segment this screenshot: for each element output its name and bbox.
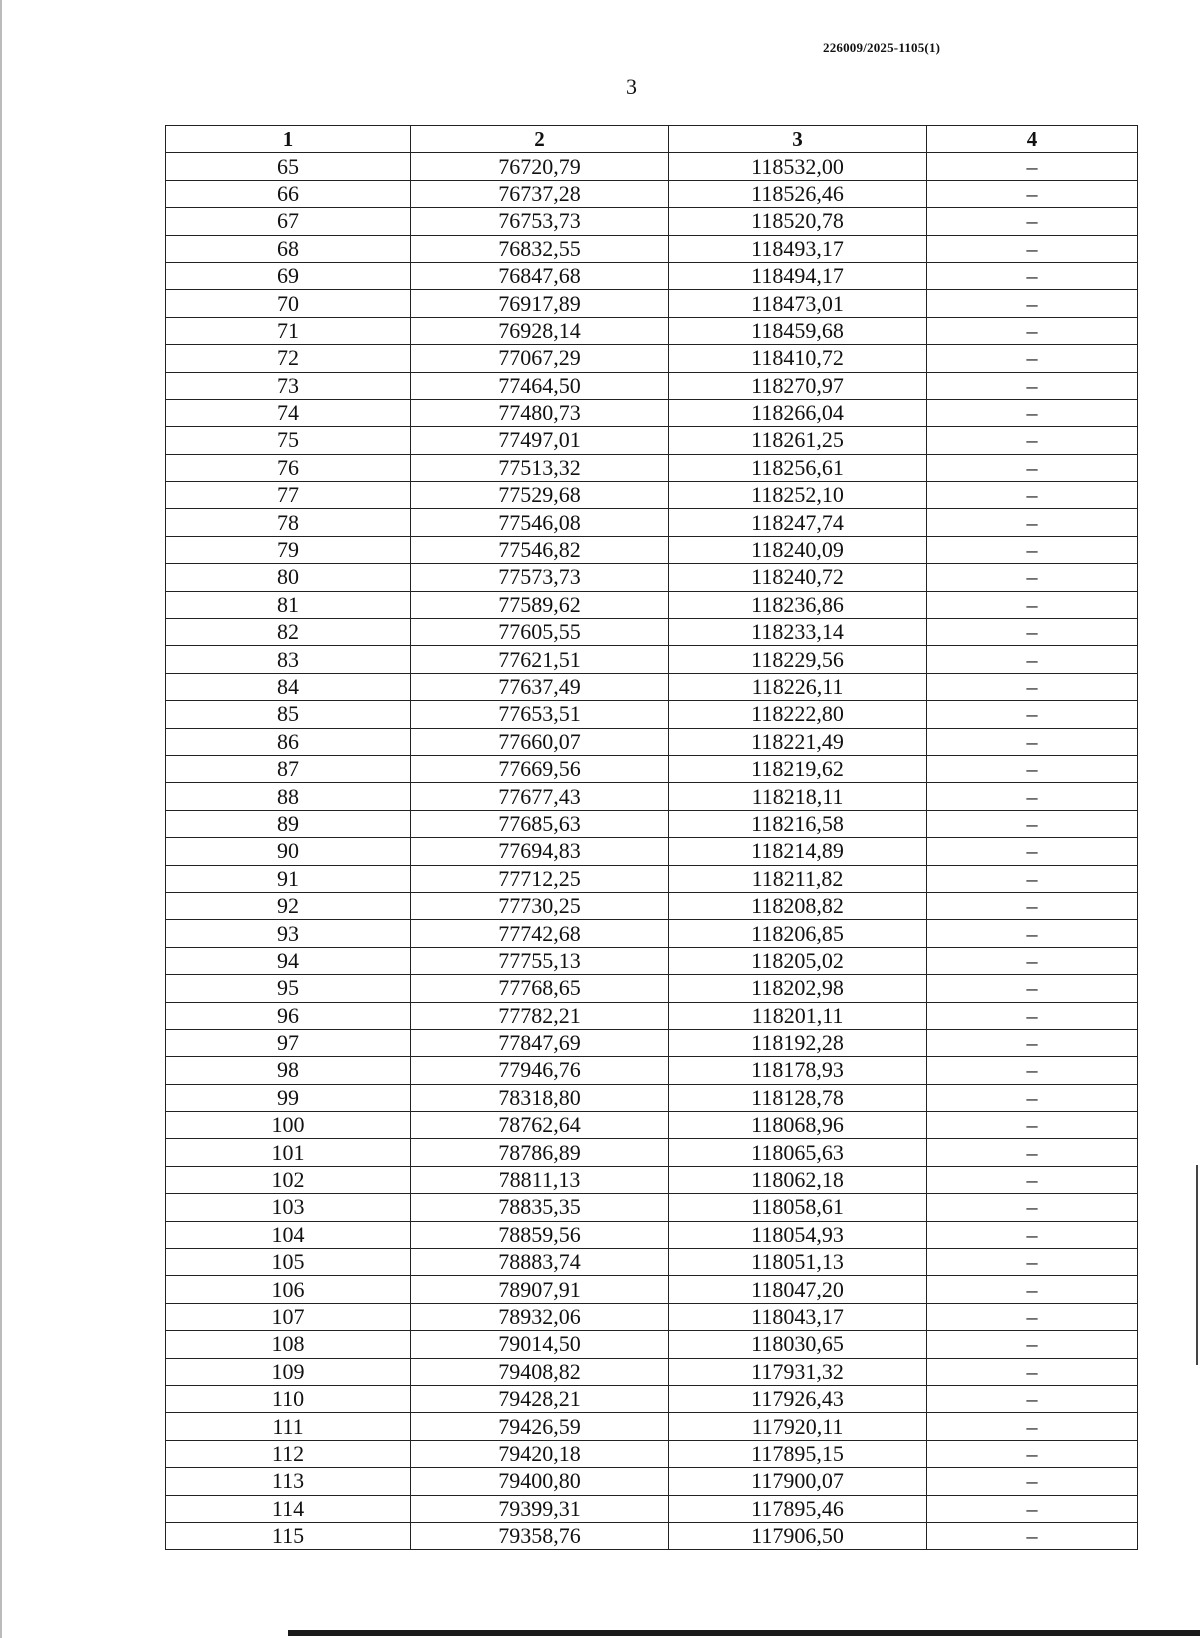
note-cell: – [927, 1331, 1138, 1358]
point-number-cell: 112 [166, 1440, 411, 1467]
x-coordinate-cell: 77768,65 [411, 975, 669, 1002]
table-row [166, 153, 1138, 180]
table-row [166, 1385, 1138, 1412]
note-cell: – [927, 427, 1138, 454]
point-number-cell: 75 [166, 427, 411, 454]
y-coordinate-cell: 118494,17 [669, 262, 927, 289]
point-number-cell: 113 [166, 1468, 411, 1495]
point-number-cell: 65 [166, 153, 411, 180]
x-coordinate-cell: 78835,35 [411, 1194, 669, 1221]
point-number-cell: 96 [166, 1002, 411, 1029]
table-row [166, 1194, 1138, 1221]
note-cell: – [927, 345, 1138, 372]
point-number-cell: 79 [166, 536, 411, 563]
table-row [166, 1029, 1138, 1056]
y-coordinate-cell: 118526,46 [669, 180, 927, 207]
note-cell: – [927, 975, 1138, 1002]
x-coordinate-cell: 77067,29 [411, 345, 669, 372]
x-coordinate-cell: 76928,14 [411, 317, 669, 344]
table-row [166, 564, 1138, 591]
bottom-rule [288, 1630, 1200, 1636]
x-coordinate-cell: 79408,82 [411, 1358, 669, 1385]
point-number-cell: 101 [166, 1139, 411, 1166]
y-coordinate-cell: 118226,11 [669, 673, 927, 700]
note-cell: – [927, 564, 1138, 591]
x-coordinate-cell: 76720,79 [411, 153, 669, 180]
y-coordinate-cell: 118270,97 [669, 372, 927, 399]
column-header-3: 3 [669, 126, 927, 153]
y-coordinate-cell: 117920,11 [669, 1413, 927, 1440]
table-row [166, 509, 1138, 536]
y-coordinate-cell: 118252,10 [669, 482, 927, 509]
y-coordinate-cell: 118218,11 [669, 783, 927, 810]
y-coordinate-cell: 118047,20 [669, 1276, 927, 1303]
point-number-cell: 111 [166, 1413, 411, 1440]
x-coordinate-cell: 76832,55 [411, 235, 669, 262]
point-number-cell: 84 [166, 673, 411, 700]
table-row [166, 427, 1138, 454]
point-number-cell: 110 [166, 1385, 411, 1412]
table-row [166, 482, 1138, 509]
note-cell: – [927, 1276, 1138, 1303]
y-coordinate-cell: 118051,13 [669, 1249, 927, 1276]
table-row [166, 1249, 1138, 1276]
point-number-cell: 100 [166, 1112, 411, 1139]
point-number-cell: 93 [166, 920, 411, 947]
table-row [166, 865, 1138, 892]
table-row [166, 1084, 1138, 1111]
table-row [166, 619, 1138, 646]
table-row [166, 1221, 1138, 1248]
note-cell: – [927, 728, 1138, 755]
table-row [166, 947, 1138, 974]
table-row [166, 1468, 1138, 1495]
x-coordinate-cell: 77712,25 [411, 865, 669, 892]
note-cell: – [927, 947, 1138, 974]
x-coordinate-cell: 78932,06 [411, 1303, 669, 1330]
y-coordinate-cell: 118065,63 [669, 1139, 927, 1166]
point-number-cell: 105 [166, 1249, 411, 1276]
y-coordinate-cell: 118216,58 [669, 810, 927, 837]
note-cell: – [927, 454, 1138, 481]
x-coordinate-cell: 77685,63 [411, 810, 669, 837]
point-number-cell: 87 [166, 755, 411, 782]
point-number-cell: 108 [166, 1331, 411, 1358]
y-coordinate-cell: 118459,68 [669, 317, 927, 344]
table-row [166, 1139, 1138, 1166]
y-coordinate-cell: 117895,15 [669, 1440, 927, 1467]
note-cell: – [927, 673, 1138, 700]
point-number-cell: 78 [166, 509, 411, 536]
note-cell: – [927, 920, 1138, 947]
note-cell: – [927, 1194, 1138, 1221]
x-coordinate-cell: 77546,08 [411, 509, 669, 536]
x-coordinate-cell: 78786,89 [411, 1139, 669, 1166]
table-header [166, 126, 1138, 153]
table-body [166, 153, 1138, 1550]
point-number-cell: 92 [166, 892, 411, 919]
table-row [166, 1413, 1138, 1440]
point-number-cell: 81 [166, 591, 411, 618]
note-cell: – [927, 1112, 1138, 1139]
table-row [166, 810, 1138, 837]
y-coordinate-cell: 118240,09 [669, 536, 927, 563]
table-row [166, 892, 1138, 919]
table-row [166, 317, 1138, 344]
x-coordinate-cell: 78859,56 [411, 1221, 669, 1248]
table-row [166, 591, 1138, 618]
note-cell: – [927, 701, 1138, 728]
point-number-cell: 89 [166, 810, 411, 837]
x-coordinate-cell: 77637,49 [411, 673, 669, 700]
x-coordinate-cell: 77653,51 [411, 701, 669, 728]
point-number-cell: 94 [166, 947, 411, 974]
x-coordinate-cell: 77755,13 [411, 947, 669, 974]
table-row [166, 372, 1138, 399]
y-coordinate-cell: 118208,82 [669, 892, 927, 919]
table-row [166, 180, 1138, 207]
table-row [166, 1495, 1138, 1522]
note-cell: – [927, 1440, 1138, 1467]
table-row [166, 1002, 1138, 1029]
x-coordinate-cell: 79426,59 [411, 1413, 669, 1440]
y-coordinate-cell: 118222,80 [669, 701, 927, 728]
point-number-cell: 71 [166, 317, 411, 344]
x-coordinate-cell: 79358,76 [411, 1522, 669, 1549]
note-cell: – [927, 509, 1138, 536]
x-coordinate-cell: 79399,31 [411, 1495, 669, 1522]
x-coordinate-cell: 79428,21 [411, 1385, 669, 1412]
point-number-cell: 115 [166, 1522, 411, 1549]
note-cell: – [927, 290, 1138, 317]
note-cell: – [927, 838, 1138, 865]
table-row [166, 1522, 1138, 1549]
table-row [166, 920, 1138, 947]
header-row [166, 126, 1138, 153]
note-cell: – [927, 208, 1138, 235]
y-coordinate-cell: 118043,17 [669, 1303, 927, 1330]
y-coordinate-cell: 118058,61 [669, 1194, 927, 1221]
y-coordinate-cell: 117900,07 [669, 1468, 927, 1495]
note-cell: – [927, 619, 1138, 646]
x-coordinate-cell: 76917,89 [411, 290, 669, 317]
x-coordinate-cell: 77497,01 [411, 427, 669, 454]
note-cell: – [927, 1303, 1138, 1330]
y-coordinate-cell: 118219,62 [669, 755, 927, 782]
note-cell: – [927, 235, 1138, 262]
x-coordinate-cell: 77694,83 [411, 838, 669, 865]
point-number-cell: 76 [166, 454, 411, 481]
x-coordinate-cell: 77677,43 [411, 783, 669, 810]
x-coordinate-cell: 77589,62 [411, 591, 669, 618]
column-header-4: 4 [927, 126, 1138, 153]
x-coordinate-cell: 79420,18 [411, 1440, 669, 1467]
x-coordinate-cell: 78883,74 [411, 1249, 669, 1276]
table-row [166, 1303, 1138, 1330]
note-cell: – [927, 755, 1138, 782]
point-number-cell: 66 [166, 180, 411, 207]
table-row [166, 536, 1138, 563]
table-row [166, 1331, 1138, 1358]
x-coordinate-cell: 78762,64 [411, 1112, 669, 1139]
x-coordinate-cell: 77513,32 [411, 454, 669, 481]
table-row [166, 975, 1138, 1002]
table-row [166, 345, 1138, 372]
note-cell: – [927, 1002, 1138, 1029]
x-coordinate-cell: 77621,51 [411, 646, 669, 673]
y-coordinate-cell: 118532,00 [669, 153, 927, 180]
y-coordinate-cell: 117895,46 [669, 1495, 927, 1522]
y-coordinate-cell: 118229,56 [669, 646, 927, 673]
y-coordinate-cell: 118240,72 [669, 564, 927, 591]
note-cell: – [927, 1358, 1138, 1385]
note-cell: – [927, 1468, 1138, 1495]
x-coordinate-cell: 77946,76 [411, 1057, 669, 1084]
y-coordinate-cell: 118214,89 [669, 838, 927, 865]
point-number-cell: 103 [166, 1194, 411, 1221]
note-cell: – [927, 810, 1138, 837]
point-number-cell: 97 [166, 1029, 411, 1056]
note-cell: – [927, 1139, 1138, 1166]
y-coordinate-cell: 118205,02 [669, 947, 927, 974]
point-number-cell: 114 [166, 1495, 411, 1522]
point-number-cell: 70 [166, 290, 411, 317]
note-cell: – [927, 1029, 1138, 1056]
y-coordinate-cell: 118247,74 [669, 509, 927, 536]
y-coordinate-cell: 118192,28 [669, 1029, 927, 1056]
table-row [166, 1166, 1138, 1193]
y-coordinate-cell: 118493,17 [669, 235, 927, 262]
point-number-cell: 102 [166, 1166, 411, 1193]
y-coordinate-cell: 118068,96 [669, 1112, 927, 1139]
table-row [166, 646, 1138, 673]
y-coordinate-cell: 118062,18 [669, 1166, 927, 1193]
point-number-cell: 85 [166, 701, 411, 728]
y-coordinate-cell: 118410,72 [669, 345, 927, 372]
y-coordinate-cell: 118201,11 [669, 1002, 927, 1029]
point-number-cell: 72 [166, 345, 411, 372]
note-cell: – [927, 783, 1138, 810]
scan-right-mark [1196, 1165, 1198, 1365]
column-header-1: 1 [166, 126, 411, 153]
point-number-cell: 91 [166, 865, 411, 892]
note-cell: – [927, 1495, 1138, 1522]
point-number-cell: 109 [166, 1358, 411, 1385]
y-coordinate-cell: 118030,65 [669, 1331, 927, 1358]
table-row [166, 838, 1138, 865]
x-coordinate-cell: 77605,55 [411, 619, 669, 646]
point-number-cell: 69 [166, 262, 411, 289]
y-coordinate-cell: 118178,93 [669, 1057, 927, 1084]
table-row [166, 673, 1138, 700]
note-cell: – [927, 1522, 1138, 1549]
y-coordinate-cell: 118261,25 [669, 427, 927, 454]
column-header-2: 2 [411, 126, 669, 153]
note-cell: – [927, 1084, 1138, 1111]
table-row [166, 454, 1138, 481]
y-coordinate-cell: 117906,50 [669, 1522, 927, 1549]
table-row [166, 728, 1138, 755]
point-number-cell: 74 [166, 399, 411, 426]
x-coordinate-cell: 78318,80 [411, 1084, 669, 1111]
x-coordinate-cell: 77464,50 [411, 372, 669, 399]
table-row [166, 290, 1138, 317]
page-number: 3 [626, 74, 637, 99]
x-coordinate-cell: 77782,21 [411, 1002, 669, 1029]
x-coordinate-cell: 76753,73 [411, 208, 669, 235]
note-cell: – [927, 536, 1138, 563]
y-coordinate-cell: 117931,32 [669, 1358, 927, 1385]
note-cell: – [927, 591, 1138, 618]
x-coordinate-cell: 79014,50 [411, 1331, 669, 1358]
x-coordinate-cell: 77546,82 [411, 536, 669, 563]
x-coordinate-cell: 76847,68 [411, 262, 669, 289]
point-number-cell: 104 [166, 1221, 411, 1248]
note-cell: – [927, 262, 1138, 289]
document-id: 226009/2025-1105(1) [823, 40, 941, 55]
table-row [166, 235, 1138, 262]
y-coordinate-cell: 118206,85 [669, 920, 927, 947]
table-row [166, 262, 1138, 289]
note-cell: – [927, 1385, 1138, 1412]
y-coordinate-cell: 118211,82 [669, 865, 927, 892]
point-number-cell: 95 [166, 975, 411, 1002]
y-coordinate-cell: 118266,04 [669, 399, 927, 426]
y-coordinate-cell: 118236,86 [669, 591, 927, 618]
x-coordinate-cell: 79400,80 [411, 1468, 669, 1495]
note-cell: – [927, 1221, 1138, 1248]
table-row [166, 1057, 1138, 1084]
y-coordinate-cell: 118202,98 [669, 975, 927, 1002]
x-coordinate-cell: 77742,68 [411, 920, 669, 947]
point-number-cell: 99 [166, 1084, 411, 1111]
note-cell: – [927, 180, 1138, 207]
x-coordinate-cell: 77660,07 [411, 728, 669, 755]
note-cell: – [927, 1057, 1138, 1084]
y-coordinate-cell: 118473,01 [669, 290, 927, 317]
x-coordinate-cell: 77669,56 [411, 755, 669, 782]
note-cell: – [927, 372, 1138, 399]
y-coordinate-cell: 118233,14 [669, 619, 927, 646]
table-row [166, 1112, 1138, 1139]
y-coordinate-cell: 118520,78 [669, 208, 927, 235]
table-row [166, 1358, 1138, 1385]
point-number-cell: 67 [166, 208, 411, 235]
note-cell: – [927, 865, 1138, 892]
table-row [166, 701, 1138, 728]
note-cell: – [927, 892, 1138, 919]
x-coordinate-cell: 77847,69 [411, 1029, 669, 1056]
y-coordinate-cell: 117926,43 [669, 1385, 927, 1412]
point-number-cell: 98 [166, 1057, 411, 1084]
x-coordinate-cell: 78907,91 [411, 1276, 669, 1303]
table-row [166, 1276, 1138, 1303]
point-number-cell: 90 [166, 838, 411, 865]
note-cell: – [927, 482, 1138, 509]
table-row [166, 783, 1138, 810]
point-number-cell: 106 [166, 1276, 411, 1303]
point-number-cell: 73 [166, 372, 411, 399]
table-row [166, 755, 1138, 782]
note-cell: – [927, 317, 1138, 344]
point-number-cell: 88 [166, 783, 411, 810]
point-number-cell: 68 [166, 235, 411, 262]
x-coordinate-cell: 77730,25 [411, 892, 669, 919]
point-number-cell: 107 [166, 1303, 411, 1330]
table-row [166, 399, 1138, 426]
point-number-cell: 83 [166, 646, 411, 673]
point-number-cell: 82 [166, 619, 411, 646]
table-row [166, 208, 1138, 235]
point-number-cell: 86 [166, 728, 411, 755]
x-coordinate-cell: 77573,73 [411, 564, 669, 591]
y-coordinate-cell: 118128,78 [669, 1084, 927, 1111]
x-coordinate-cell: 78811,13 [411, 1166, 669, 1193]
x-coordinate-cell: 77529,68 [411, 482, 669, 509]
x-coordinate-cell: 77480,73 [411, 399, 669, 426]
note-cell: – [927, 646, 1138, 673]
point-number-cell: 77 [166, 482, 411, 509]
x-coordinate-cell: 76737,28 [411, 180, 669, 207]
note-cell: – [927, 1413, 1138, 1440]
table-row [166, 1440, 1138, 1467]
note-cell: – [927, 1249, 1138, 1276]
y-coordinate-cell: 118054,93 [669, 1221, 927, 1248]
point-number-cell: 80 [166, 564, 411, 591]
note-cell: – [927, 1166, 1138, 1193]
coordinates-table [165, 125, 1138, 1550]
y-coordinate-cell: 118256,61 [669, 454, 927, 481]
scan-left-edge [0, 0, 2, 1638]
note-cell: – [927, 399, 1138, 426]
note-cell: – [927, 153, 1138, 180]
y-coordinate-cell: 118221,49 [669, 728, 927, 755]
